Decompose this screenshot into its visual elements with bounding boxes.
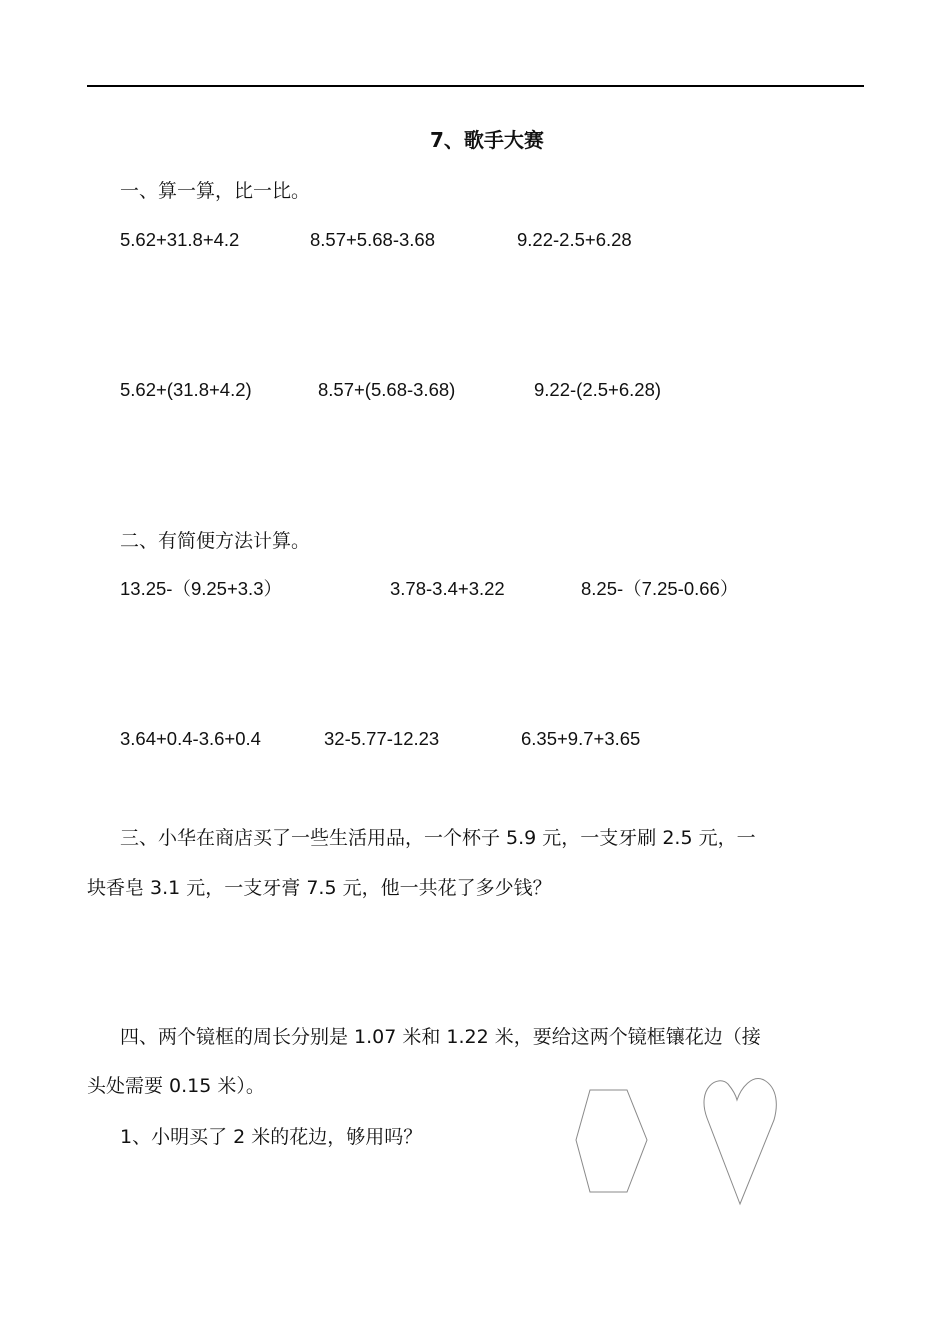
section-4-line-1: 四、两个镜框的周长分别是 1.07 米和 1.22 米，要给这两个镜框镶花边（接: [120, 1026, 761, 1048]
expr-1-6: 9.22-(2.5+6.28): [534, 379, 662, 400]
expr-2-6: 6.35+9.7+3.65: [521, 728, 641, 749]
section-3-line-1: 三、小华在商店买了一些生活用品，一个杯子 5.9 元，一支牙刷 2.5 元，一: [120, 827, 756, 849]
section-4-question-1: 1、小明买了 2 米的花边，够用吗？: [120, 1126, 423, 1148]
expr-1-4: 5.62+(31.8+4.2): [120, 379, 252, 400]
expr-1-1: 5.62+31.8+4.2: [120, 229, 240, 250]
expr-1-3: 9.22-2.5+6.28: [517, 229, 632, 250]
expr-2-4: 3.64+0.4-3.6+0.4: [120, 728, 261, 749]
expr-1-2: 8.57+5.68-3.68: [310, 229, 435, 250]
section-2-heading: 二、有简便方法计算。: [120, 530, 311, 552]
header-rule: [87, 85, 864, 87]
frame-shapes: [560, 1070, 800, 1220]
page-title: 7、歌手大赛: [430, 128, 544, 152]
section-1-heading: 一、算一算，比一比。: [120, 180, 311, 202]
heart-frame: [704, 1079, 776, 1204]
section-3-line-2: 块香皂 3.1 元，一支牙膏 7.5 元，他一共花了多少钱？: [87, 877, 552, 899]
expr-2-2: 3.78-3.4+3.22: [390, 578, 505, 599]
expr-2-5: 32-5.77-12.23: [324, 728, 440, 749]
expr-2-1: 13.25-（9.25+3.3）: [120, 578, 282, 599]
section-4-line-2: 头处需要 0.15 米）。: [87, 1075, 265, 1097]
expr-1-5: 8.57+(5.68-3.68): [318, 379, 456, 400]
hexagon-frame: [576, 1090, 647, 1192]
expr-2-3: 8.25-（7.25-0.66）: [581, 578, 739, 599]
